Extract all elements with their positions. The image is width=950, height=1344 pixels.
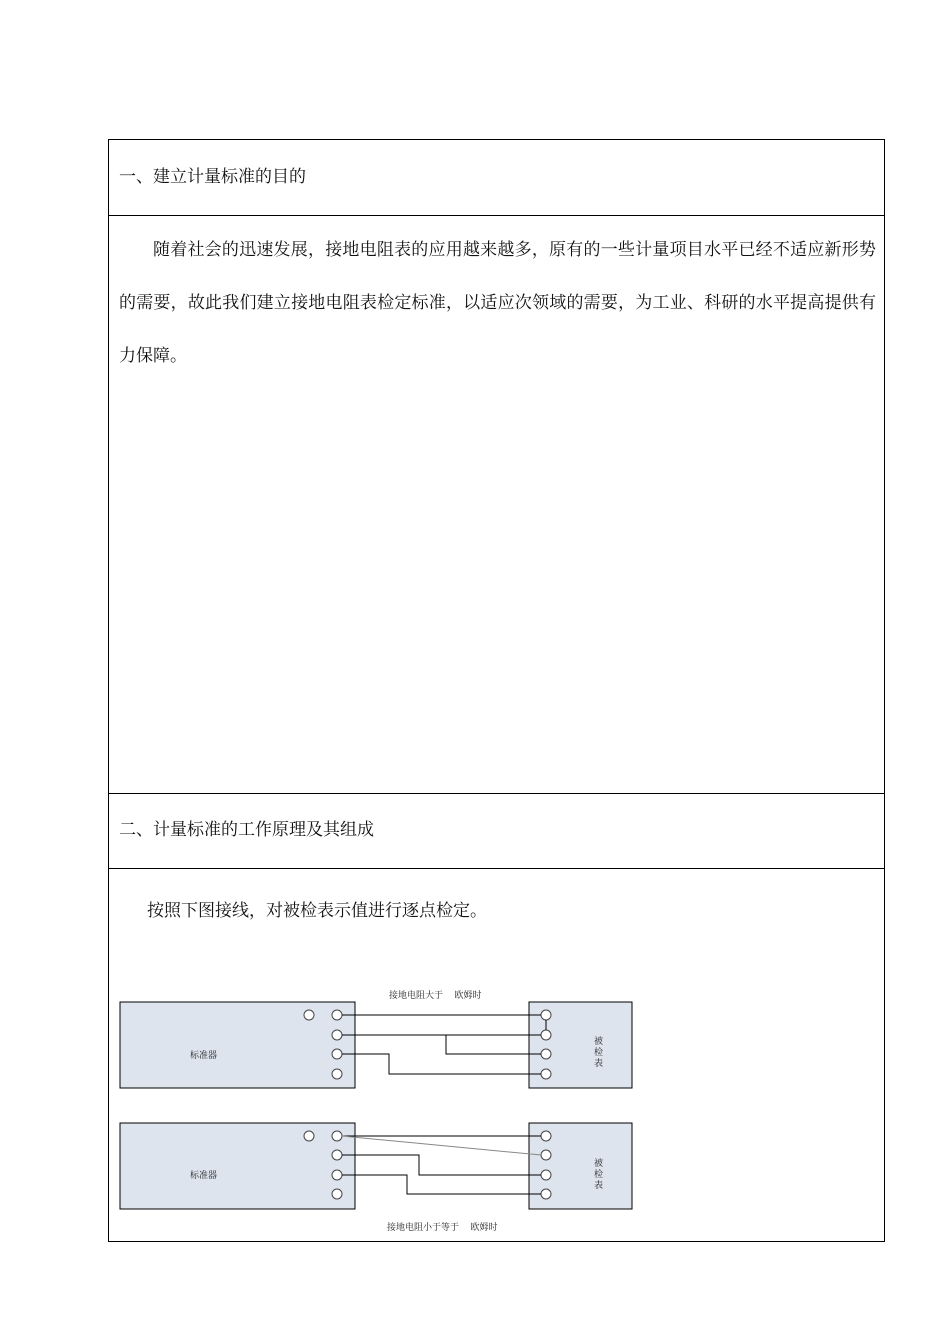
meter-label-char: 检 [594,1170,604,1180]
wires-top [342,1015,546,1074]
terminal [304,1010,314,1020]
terminal [332,1010,342,1020]
terminal [541,1010,551,1020]
standard-label-top: 标准器 [190,1051,218,1061]
terminal [332,1049,342,1059]
terminal [332,1030,342,1040]
section1-title: 一、建立计量标准的目的 [119,167,306,187]
meter-label-char: 表 [594,1181,604,1191]
document-table [108,139,885,1242]
terminal [541,1049,551,1059]
terminal [541,1150,551,1160]
divider [109,215,884,216]
standard-box-bottom [120,1123,355,1209]
meter-label-char: 表 [594,1059,604,1069]
divider [109,793,884,794]
terminal [541,1170,551,1180]
terminal [332,1189,342,1199]
terminal [304,1131,314,1141]
section2-title: 二、计量标准的工作原理及其组成 [119,820,374,840]
meter-label-char: 检 [594,1048,604,1058]
standard-box-top [120,1002,355,1088]
terminal [541,1069,551,1079]
terminal [541,1030,551,1040]
terminal [332,1170,342,1180]
wires-bottom [342,1136,541,1194]
wiring-diagram [109,980,669,1240]
meter-label-char: 被 [594,1037,604,1047]
terminal [332,1131,342,1141]
meter-label-char: 被 [594,1159,604,1169]
top-caption: 接地电阻大于 欧姆时 [389,991,482,1001]
divider [109,868,884,869]
terminal [541,1131,551,1141]
bottom-caption: 接地电阻小于等于 欧姆时 [387,1223,498,1233]
section2-intro: 按照下图接线，对被检表示值进行逐点检定。 [147,901,487,921]
terminal [332,1150,342,1160]
standard-label-bottom: 标准器 [190,1171,218,1181]
terminal [332,1069,342,1079]
section1-paragraph: 随着社会的迅速发展，接地电阻表的应用越来越多，原有的一些计量项目水平已经不适应新形势的需要，故此我们建立接地电阻表检定标准，以适应次领域的需要，为工业、科研的水平提高提供有力保障。 [119,240,876,366]
terminal [541,1189,551,1199]
